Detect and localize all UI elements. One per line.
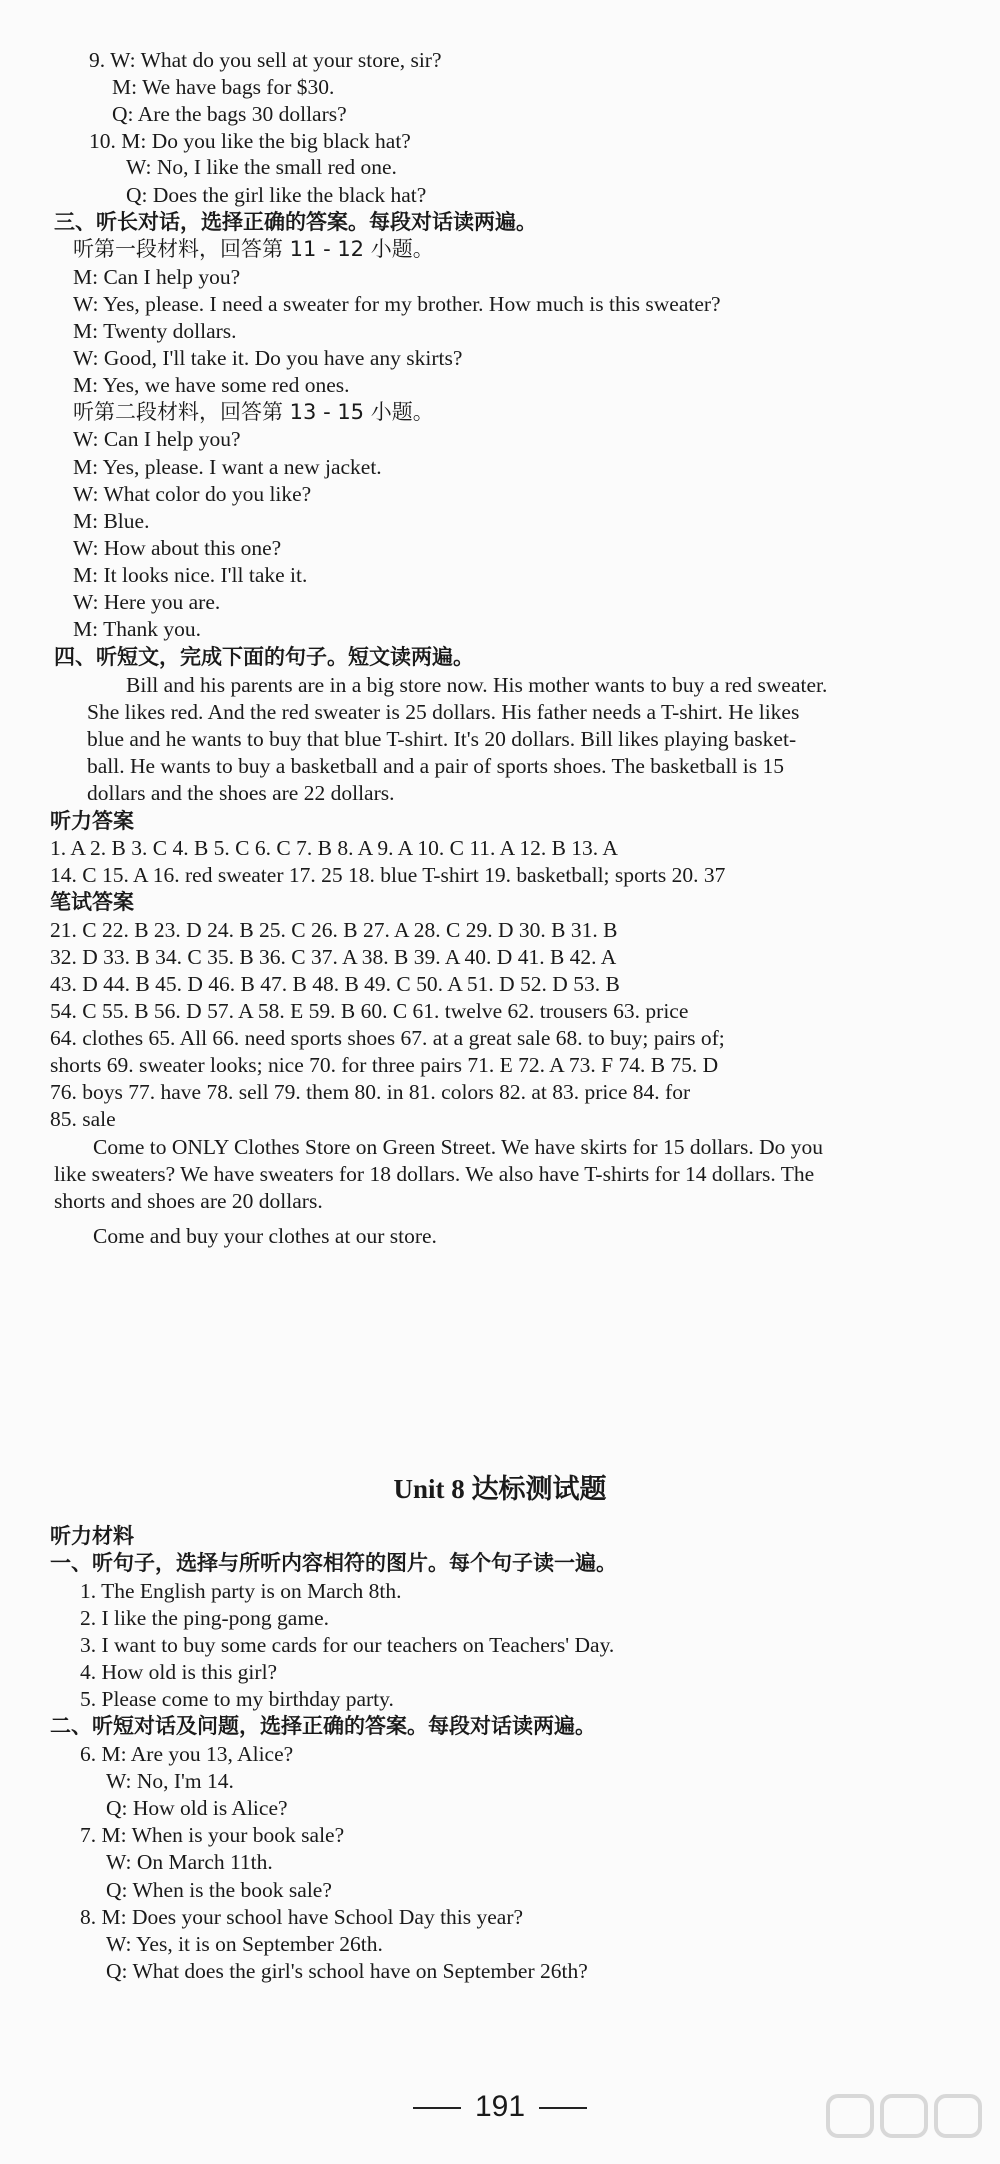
text-line: Bill and his parents are in a big store now. His mother wants to buy a red sweater. (126, 673, 828, 697)
text-line: Q: What does the girl's school have on September 26th? (106, 1959, 588, 1983)
text-line: M: We have bags for $30. (112, 75, 335, 99)
text-line: W: No, I'm 14. (106, 1769, 234, 1793)
dash-left (413, 2107, 461, 2109)
text-line: 2. I like the ping-pong game. (80, 1606, 329, 1630)
text-line: 6. M: Are you 13, Alice? (80, 1742, 294, 1766)
answer-line: shorts 69. sweater looks; nice 70. for three pairs 71. E 72. A 73. F 74. B 75. D (50, 1053, 719, 1077)
text-line: Come and buy your clothes at our store. (93, 1224, 437, 1248)
text-line: 1. The English party is on March 8th. (80, 1579, 402, 1603)
watermark-icon (820, 2086, 990, 2156)
text-line: 3. I want to buy some cards for our teachers on Teachers' Day. (80, 1633, 615, 1657)
text-line: W: How about this one? (73, 536, 282, 560)
section-heading: 一、听句子，选择与所听内容相符的图片。每个句子读一遍。 (50, 1551, 617, 1575)
answer-line: 54. C 55. B 56. D 57. A 58. E 59. B 60. C 61. twelve 62. trousers 63. price (50, 999, 689, 1023)
text-line: W: Good, I'll take it. Do you have any skirts? (73, 346, 463, 370)
text-line: W: Can I help you? (73, 427, 241, 451)
text-line: blue and he wants to buy that blue T-shirt. It's 20 dollars. Bill likes playing basket- (87, 727, 797, 751)
text-line: Q: How old is Alice? (106, 1796, 288, 1820)
page-number-value: 191 (474, 2090, 526, 2123)
text-line: ball. He wants to buy a basketball and a pair of sports shoes. The basketball is 15 (87, 754, 785, 778)
unit-title: Unit 8 达标测试题 (393, 1474, 607, 1504)
answer-line: 64. clothes 65. All 66. need sports shoes 67. at a great sale 68. to buy; pairs of; (50, 1026, 725, 1050)
text-line: 9. W: What do you sell at your store, sir? (89, 48, 442, 72)
text-line: W: No, I like the small red one. (126, 155, 397, 179)
text-line: Q: Are the bags 30 dollars? (112, 102, 347, 126)
text-line: M: It looks nice. I'll take it. (73, 563, 308, 587)
text-line: 7. M: When is your book sale? (80, 1823, 345, 1847)
section-heading: 四、听短文，完成下面的句子。短文读两遍。 (54, 645, 474, 669)
section-heading: 三、听长对话，选择正确的答案。每段对话读两遍。 (54, 210, 537, 234)
text-line: 4. How old is this girl? (80, 1660, 278, 1684)
text-line: 听第一段材料，回答第 11 - 12 小题。 (73, 237, 434, 261)
text-line: Q: Does the girl like the black hat? (126, 183, 427, 207)
text-line: W: What color do you like? (73, 482, 312, 506)
answer-line: 43. D 44. B 45. D 46. B 47. B 48. B 49. C 50. A 51. D 52. D 53. B (50, 972, 620, 996)
text-line: Q: When is the book sale? (106, 1878, 332, 1902)
answer-line: 1. A 2. B 3. C 4. B 5. C 6. C 7. B 8. A 9. A 10. C 11. A 12. B 13. A (50, 836, 618, 860)
text-line: W: On March 11th. (106, 1850, 273, 1874)
answer-line: 32. D 33. B 34. C 35. B 36. C 37. A 38. B 39. A 40. D 41. B 42. A (50, 945, 617, 969)
text-line: M: Twenty dollars. (73, 319, 237, 343)
section-heading: 二、听短对话及问题，选择正确的答案。每段对话读两遍。 (50, 1714, 596, 1738)
answer-line: 85. sale (50, 1107, 116, 1131)
dash-right (539, 2107, 587, 2109)
text-line: W: Yes, it is on September 26th. (106, 1932, 383, 1956)
text-line: 10. M: Do you like the big black hat? (89, 129, 411, 153)
answer-heading: 笔试答案 (50, 890, 134, 914)
section-heading: 听力材料 (50, 1524, 134, 1548)
text-line: She likes red. And the red sweater is 25 dollars. His father needs a T-shirt. He likes (87, 700, 800, 724)
watermark-logo (820, 2086, 990, 2156)
text-line: 5. Please come to my birthday party. (80, 1687, 394, 1711)
answer-line: 14. C 15. A 16. red sweater 17. 25 18. blue T-shirt 19. basketball; sports 20. 37 (50, 863, 726, 887)
text-line: M: Can I help you? (73, 265, 241, 289)
answer-line: 21. C 22. B 23. D 24. B 25. C 26. B 27. A 28. C 29. D 30. B 31. B (50, 918, 618, 942)
text-line: like sweaters? We have sweaters for 18 dollars. We also have T-shirts for 14 dollars. The (54, 1162, 815, 1186)
text-line: W: Here you are. (73, 590, 221, 614)
text-line: 8. M: Does your school have School Day this year? (80, 1905, 524, 1929)
text-line: M: Thank you. (73, 617, 202, 641)
text-line: shorts and shoes are 20 dollars. (54, 1189, 323, 1213)
answer-heading: 听力答案 (50, 809, 134, 833)
text-line: M: Yes, please. I want a new jacket. (73, 455, 382, 479)
text-line: W: Yes, please. I need a sweater for my brother. How much is this sweater? (73, 292, 721, 316)
text-line: 听第二段材料，回答第 13 - 15 小题。 (73, 400, 434, 424)
text-line: dollars and the shoes are 22 dollars. (87, 781, 395, 805)
text-line: Come to ONLY Clothes Store on Green Street. We have skirts for 15 dollars. Do you (93, 1135, 823, 1159)
text-line: M: Yes, we have some red ones. (73, 373, 350, 397)
answer-line: 76. boys 77. have 78. sell 79. them 80. in 81. colors 82. at 83. price 84. for (50, 1080, 691, 1104)
text-line: M: Blue. (73, 509, 150, 533)
